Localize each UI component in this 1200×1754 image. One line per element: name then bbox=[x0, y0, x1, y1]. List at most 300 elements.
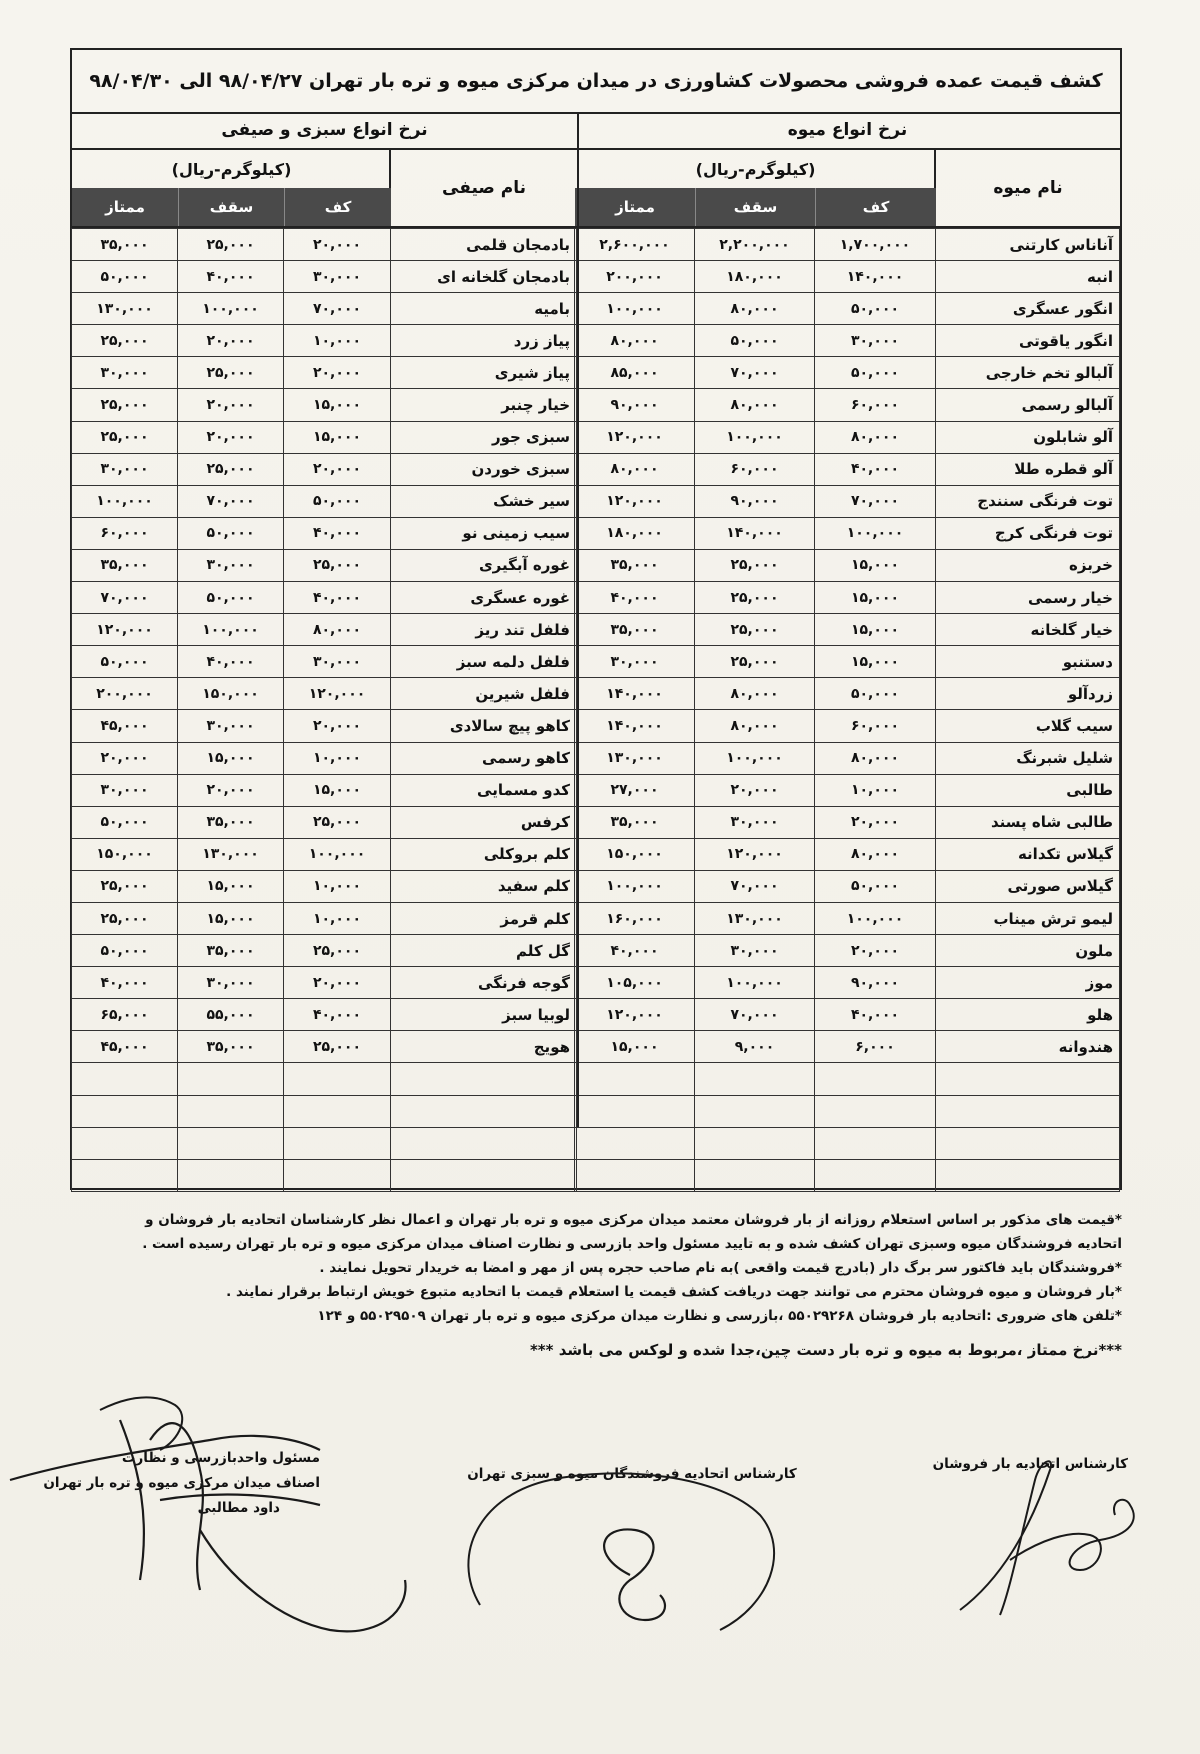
veg-cell-saqf: ۲۵,۰۰۰ bbox=[178, 357, 284, 389]
fruit-cell-saqf: ۱۰۰,۰۰۰ bbox=[695, 742, 815, 774]
note-line: *فروشندگان باید فاکتور سر برگ دار (بادرج قیمت واقعی )به نام صاحب حجره پس از مهر و امضا به خریدار تحویل نمایند . bbox=[319, 1260, 1122, 1276]
veg-cell-name: غوره آبگیری bbox=[391, 549, 577, 581]
veg-cell-name bbox=[391, 1063, 577, 1095]
fruit-cell-kaf: ۱۰,۰۰۰ bbox=[815, 774, 936, 806]
fruit-row bbox=[575, 806, 1120, 838]
veg-row bbox=[72, 357, 577, 389]
fruit-cell-kaf: ۲۰,۰۰۰ bbox=[815, 806, 936, 838]
veg-cell-kaf: ۱۲۰,۰۰۰ bbox=[284, 678, 391, 710]
veg-cell-momtaz: ۲۵,۰۰۰ bbox=[72, 902, 178, 934]
veg-row bbox=[72, 1159, 577, 1191]
fruit-cell-kaf: ۱۵,۰۰۰ bbox=[815, 582, 936, 614]
fruit-cell-kaf: ۳۰,۰۰۰ bbox=[815, 325, 936, 357]
veg-row bbox=[72, 774, 577, 806]
fruit-cell-momtaz: ۱۵۰,۰۰۰ bbox=[575, 838, 695, 870]
veg-cell-momtaz: ۲۰۰,۰۰۰ bbox=[72, 678, 178, 710]
fruit-cell-name: توت فرنگی کرج bbox=[936, 517, 1120, 549]
note-line: *تلفن های ضروری :اتحادیه بار فروشان ۵۵۰۲۹۲۶۸ ،بازرسی و نظارت میدان مرکزی میوه و تره بار تهران ۵۵۰۲۹۵۰۹ و ۱۲۴ bbox=[317, 1308, 1122, 1324]
veg-cell-name: گوجه فرنگی bbox=[391, 967, 577, 999]
fruit-row bbox=[575, 261, 1120, 293]
veg-row bbox=[72, 1095, 577, 1127]
fruit-cell-momtaz: ۲۰۰,۰۰۰ bbox=[575, 261, 695, 293]
veg-cell-kaf: ۱۵,۰۰۰ bbox=[284, 774, 391, 806]
veg-cell-saqf: ۱۵,۰۰۰ bbox=[178, 742, 284, 774]
fruit-cell-saqf: ۶۰,۰۰۰ bbox=[695, 453, 815, 485]
fruit-cell-momtaz: ۳۵,۰۰۰ bbox=[575, 806, 695, 838]
fruit-cell-saqf: ۹,۰۰۰ bbox=[695, 1031, 815, 1063]
fruit-row bbox=[575, 646, 1120, 678]
veg-cell-name: فلفل شیرین bbox=[391, 678, 577, 710]
veg-name-header: نام صیفی bbox=[389, 150, 577, 226]
veg-section-title: نرخ انواع سبزی و صیفی bbox=[72, 112, 577, 150]
fruit-cell-momtaz: ۴۰,۰۰۰ bbox=[575, 582, 695, 614]
fruit-cell-kaf: ۵۰,۰۰۰ bbox=[815, 870, 936, 902]
signature-title: کارشناس اتحادیه فروشندگان میوه و سبزی تهران bbox=[467, 1466, 797, 1482]
veg-row bbox=[72, 261, 577, 293]
veg-cell-momtaz: ۴۵,۰۰۰ bbox=[72, 710, 178, 742]
veg-cell-kaf: ۱۰,۰۰۰ bbox=[284, 742, 391, 774]
handwritten-signature-center bbox=[440, 1455, 800, 1645]
veg-cell-momtaz bbox=[72, 1159, 178, 1191]
veg-cell-momtaz: ۶۵,۰۰۰ bbox=[72, 999, 178, 1031]
veg-cell-saqf: ۲۵,۰۰۰ bbox=[178, 229, 284, 261]
veg-cell-saqf bbox=[178, 1159, 284, 1191]
fruit-row bbox=[575, 549, 1120, 581]
veg-cell-kaf bbox=[284, 1063, 391, 1095]
fruit-cell-name: سیب گلاب bbox=[936, 710, 1120, 742]
fruit-row bbox=[575, 389, 1120, 421]
fruit-row bbox=[575, 935, 1120, 967]
veg-cell-name: سیب زمینی نو bbox=[391, 517, 577, 549]
veg-row bbox=[72, 229, 577, 261]
fruit-row bbox=[575, 870, 1120, 902]
handwritten-signature-right bbox=[940, 1440, 1180, 1630]
fruit-cell-saqf: ۲۵,۰۰۰ bbox=[695, 582, 815, 614]
fruit-cell-kaf bbox=[815, 1127, 936, 1159]
fruit-cell-kaf: ۶۰,۰۰۰ bbox=[815, 710, 936, 742]
fruit-cell-momtaz: ۱۶۰,۰۰۰ bbox=[575, 902, 695, 934]
veg-cell-kaf: ۷۰,۰۰۰ bbox=[284, 293, 391, 325]
veg-cell-momtaz: ۴۵,۰۰۰ bbox=[72, 1031, 178, 1063]
fruit-cell-name: هلو bbox=[936, 999, 1120, 1031]
price-table-frame bbox=[70, 48, 1122, 1190]
veg-row bbox=[72, 293, 577, 325]
veg-cell-saqf: ۱۰۰,۰۰۰ bbox=[178, 293, 284, 325]
fruit-cell-kaf: ۴۰,۰۰۰ bbox=[815, 453, 936, 485]
veg-cell-name bbox=[391, 1095, 577, 1127]
veg-cell-saqf: ۵۵,۰۰۰ bbox=[178, 999, 284, 1031]
veg-cell-name: پیاز شیری bbox=[391, 357, 577, 389]
veg-cell-kaf: ۱۵,۰۰۰ bbox=[284, 389, 391, 421]
fruit-cell-momtaz: ۱۳۰,۰۰۰ bbox=[575, 742, 695, 774]
fruit-row bbox=[575, 774, 1120, 806]
fruit-cell-name: زردآلو bbox=[936, 678, 1120, 710]
notes-block bbox=[82, 1208, 1122, 1362]
fruit-cell-saqf: ۸۰,۰۰۰ bbox=[695, 678, 815, 710]
veg-cell-momtaz: ۱۳۰,۰۰۰ bbox=[72, 293, 178, 325]
fruit-cell-name: لیمو ترش میناب bbox=[936, 902, 1120, 934]
veg-price-columns bbox=[72, 188, 391, 226]
veg-cell-name: فلفل تند ریز bbox=[391, 614, 577, 646]
fruit-cell-name: طالبی شاه پسند bbox=[936, 806, 1120, 838]
veg-cell-momtaz bbox=[72, 1127, 178, 1159]
veg-unit-label: (کیلوگرم-ریال) bbox=[72, 150, 391, 189]
fruit-cell-kaf: ۲۰,۰۰۰ bbox=[815, 935, 936, 967]
fruit-cell-kaf: ۵۰,۰۰۰ bbox=[815, 357, 936, 389]
veg-cell-momtaz: ۴۰,۰۰۰ bbox=[72, 967, 178, 999]
fruit-col-kaf: کف bbox=[815, 188, 936, 226]
fruit-cell-kaf: ۷۰,۰۰۰ bbox=[815, 485, 936, 517]
veg-cell-kaf: ۲۰,۰۰۰ bbox=[284, 710, 391, 742]
fruit-cell-saqf: ۷۰,۰۰۰ bbox=[695, 357, 815, 389]
veg-cell-kaf: ۲۵,۰۰۰ bbox=[284, 1031, 391, 1063]
fruit-cell-momtaz bbox=[575, 1159, 695, 1191]
fruit-cell-saqf: ۱۴۰,۰۰۰ bbox=[695, 517, 815, 549]
veg-cell-kaf: ۱۰,۰۰۰ bbox=[284, 325, 391, 357]
fruit-cell-saqf: ۵۰,۰۰۰ bbox=[695, 325, 815, 357]
fruit-cell-name: شلیل شبرنگ bbox=[936, 742, 1120, 774]
fruit-cell-saqf: ۲۵,۰۰۰ bbox=[695, 646, 815, 678]
veg-row bbox=[72, 1031, 577, 1063]
fruit-cell-kaf: ۱۵,۰۰۰ bbox=[815, 614, 936, 646]
fruit-cell-momtaz: ۹۰,۰۰۰ bbox=[575, 389, 695, 421]
veg-cell-momtaz: ۵۰,۰۰۰ bbox=[72, 935, 178, 967]
veg-cell-saqf: ۳۰,۰۰۰ bbox=[178, 710, 284, 742]
fruit-cell-kaf: ۱۵,۰۰۰ bbox=[815, 549, 936, 581]
fruit-cell-name: طالبی bbox=[936, 774, 1120, 806]
veg-cell-kaf: ۲۰,۰۰۰ bbox=[284, 229, 391, 261]
veg-cell-saqf: ۱۳۰,۰۰۰ bbox=[178, 838, 284, 870]
veg-cell-momtaz: ۳۰,۰۰۰ bbox=[72, 774, 178, 806]
veg-cell-name: بامیه bbox=[391, 293, 577, 325]
veg-col-saqf: سقف bbox=[178, 188, 284, 226]
veg-cell-name: کلم سفید bbox=[391, 870, 577, 902]
fruit-section bbox=[575, 112, 1120, 1192]
fruit-cell-saqf bbox=[695, 1127, 815, 1159]
handwritten-signature-left bbox=[0, 1380, 420, 1640]
veg-cell-name: خیار چنبر bbox=[391, 389, 577, 421]
veg-cell-momtaz: ۳۵,۰۰۰ bbox=[72, 549, 178, 581]
fruit-cell-momtaz: ۱۰۰,۰۰۰ bbox=[575, 293, 695, 325]
fruit-cell-saqf: ۷۰,۰۰۰ bbox=[695, 870, 815, 902]
fruit-cell-kaf: ۸۰,۰۰۰ bbox=[815, 838, 936, 870]
fruit-row bbox=[575, 1095, 1120, 1127]
fruit-cell-saqf: ۱۰۰,۰۰۰ bbox=[695, 967, 815, 999]
veg-cell-name: کاهو رسمی bbox=[391, 742, 577, 774]
fruit-row bbox=[575, 325, 1120, 357]
veg-row bbox=[72, 710, 577, 742]
veg-row bbox=[72, 517, 577, 549]
veg-cell-kaf bbox=[284, 1095, 391, 1127]
fruit-cell-saqf: ۱۰۰,۰۰۰ bbox=[695, 421, 815, 453]
veg-cell-momtaz: ۲۵,۰۰۰ bbox=[72, 325, 178, 357]
fruit-price-columns bbox=[575, 188, 936, 226]
fruit-cell-momtaz: ۳۰,۰۰۰ bbox=[575, 646, 695, 678]
veg-cell-name: بادمجان گلخانه ای bbox=[391, 261, 577, 293]
fruit-cell-saqf: ۷۰,۰۰۰ bbox=[695, 999, 815, 1031]
veg-cell-name: فلفل دلمه سبز bbox=[391, 646, 577, 678]
veg-row bbox=[72, 646, 577, 678]
fruit-table-header bbox=[575, 150, 1120, 228]
veg-row bbox=[72, 614, 577, 646]
fruit-cell-kaf: ۸۰,۰۰۰ bbox=[815, 421, 936, 453]
fruit-cell-saqf: ۸۰,۰۰۰ bbox=[695, 389, 815, 421]
veg-row bbox=[72, 742, 577, 774]
veg-cell-kaf: ۲۰,۰۰۰ bbox=[284, 357, 391, 389]
veg-row bbox=[72, 389, 577, 421]
fruit-cell-kaf bbox=[815, 1063, 936, 1095]
veg-cell-momtaz: ۷۰,۰۰۰ bbox=[72, 582, 178, 614]
fruit-cell-name: خربزه bbox=[936, 549, 1120, 581]
veg-cell-saqf bbox=[178, 1063, 284, 1095]
veg-cell-momtaz: ۵۰,۰۰۰ bbox=[72, 646, 178, 678]
fruit-row bbox=[575, 421, 1120, 453]
veg-cell-saqf: ۳۵,۰۰۰ bbox=[178, 806, 284, 838]
veg-cell-saqf: ۱۵,۰۰۰ bbox=[178, 902, 284, 934]
fruit-row bbox=[575, 678, 1120, 710]
fruit-cell-momtaz: ۲,۶۰۰,۰۰۰ bbox=[575, 229, 695, 261]
fruit-cell-name bbox=[936, 1063, 1120, 1095]
document-title: کشف قیمت عمده فروشی محصولات کشاورزی در میدان مرکزی میوه و تره بار تهران ۹۸/۰۴/۲۷ الی ۹۸/۰۴/۳۰ bbox=[72, 50, 1120, 114]
veg-cell-saqf bbox=[178, 1095, 284, 1127]
fruit-cell-name: انگور عسگری bbox=[936, 293, 1120, 325]
veg-cell-kaf bbox=[284, 1127, 391, 1159]
fruit-cell-saqf: ۸۰,۰۰۰ bbox=[695, 293, 815, 325]
fruit-row bbox=[575, 293, 1120, 325]
fruit-row bbox=[575, 1159, 1120, 1191]
veg-cell-momtaz: ۵۰,۰۰۰ bbox=[72, 261, 178, 293]
veg-cell-momtaz: ۱۰۰,۰۰۰ bbox=[72, 485, 178, 517]
fruit-row bbox=[575, 902, 1120, 934]
fruit-cell-saqf: ۹۰,۰۰۰ bbox=[695, 485, 815, 517]
fruit-row bbox=[575, 838, 1120, 870]
veg-cell-name: بادمجان قلمی bbox=[391, 229, 577, 261]
veg-cell-momtaz: ۲۰,۰۰۰ bbox=[72, 742, 178, 774]
fruit-cell-momtaz: ۱۸۰,۰۰۰ bbox=[575, 517, 695, 549]
fruit-row bbox=[575, 517, 1120, 549]
veg-cell-momtaz: ۲۵,۰۰۰ bbox=[72, 870, 178, 902]
veg-cell-saqf: ۳۵,۰۰۰ bbox=[178, 935, 284, 967]
veg-cell-name: کلم قرمز bbox=[391, 902, 577, 934]
fruit-row bbox=[575, 1127, 1120, 1159]
fruit-cell-kaf: ۱۴۰,۰۰۰ bbox=[815, 261, 936, 293]
fruit-cell-name: خیار گلخانه bbox=[936, 614, 1120, 646]
fruit-col-momtaz: ممتاز bbox=[575, 188, 695, 226]
veg-row bbox=[72, 806, 577, 838]
fruit-row bbox=[575, 1031, 1120, 1063]
veg-row bbox=[72, 1127, 577, 1159]
veg-cell-momtaz bbox=[72, 1095, 178, 1127]
veg-row bbox=[72, 678, 577, 710]
fruit-cell-momtaz bbox=[575, 1127, 695, 1159]
fruit-col-saqf: سقف bbox=[695, 188, 815, 226]
fruit-cell-saqf: ۱۳۰,۰۰۰ bbox=[695, 902, 815, 934]
veg-cell-momtaz: ۶۰,۰۰۰ bbox=[72, 517, 178, 549]
note-line: *بار فروشان و میوه فروشان محترم می توانند جهت دریافت کشف قیمت یا استعلام قیمت با اتحادیه متبوع خویش ارتباط برقرار نمایند . bbox=[226, 1284, 1122, 1300]
fruit-unit-label: (کیلوگرم-ریال) bbox=[575, 150, 936, 189]
fruit-cell-momtaz: ۸۵,۰۰۰ bbox=[575, 357, 695, 389]
veg-cell-saqf bbox=[178, 1127, 284, 1159]
fruit-cell-name: گیلاس صورتی bbox=[936, 870, 1120, 902]
veg-cell-name: سیر خشک bbox=[391, 485, 577, 517]
veg-row bbox=[72, 549, 577, 581]
fruit-cell-name: آناناس کارتنی bbox=[936, 229, 1120, 261]
veg-cell-kaf: ۳۰,۰۰۰ bbox=[284, 646, 391, 678]
veg-cell-kaf: ۲۰,۰۰۰ bbox=[284, 453, 391, 485]
fruit-row bbox=[575, 614, 1120, 646]
veg-cell-name: گل کلم bbox=[391, 935, 577, 967]
fruit-cell-kaf: ۵۰,۰۰۰ bbox=[815, 678, 936, 710]
veg-cell-momtaz: ۲۵,۰۰۰ bbox=[72, 389, 178, 421]
fruit-cell-momtaz: ۳۵,۰۰۰ bbox=[575, 549, 695, 581]
fruit-cell-saqf: ۳۰,۰۰۰ bbox=[695, 806, 815, 838]
fruit-row bbox=[575, 485, 1120, 517]
fruit-row bbox=[575, 453, 1120, 485]
veg-row bbox=[72, 582, 577, 614]
fruit-cell-momtaz: ۳۵,۰۰۰ bbox=[575, 614, 695, 646]
note-line: اتحادیه فروشندگان میوه وسبزی تهران کشف شده و به تایید مسئول واحد بازرسی و نظارت اصناف میدان مرکزی میوه و تره بار تهران رسیده است . bbox=[142, 1236, 1122, 1252]
veg-cell-saqf: ۱۵۰,۰۰۰ bbox=[178, 678, 284, 710]
veg-cell-saqf: ۳۰,۰۰۰ bbox=[178, 967, 284, 999]
fruit-row bbox=[575, 999, 1120, 1031]
fruit-cell-kaf: ۶,۰۰۰ bbox=[815, 1031, 936, 1063]
fruit-cell-name: آلو قطره طلا bbox=[936, 453, 1120, 485]
veg-cell-momtaz: ۳۵,۰۰۰ bbox=[72, 229, 178, 261]
fruit-cell-momtaz: ۱۴۰,۰۰۰ bbox=[575, 710, 695, 742]
fruit-cell-saqf: ۲۵,۰۰۰ bbox=[695, 614, 815, 646]
veg-cell-saqf: ۵۰,۰۰۰ bbox=[178, 517, 284, 549]
fruit-cell-saqf: ۲,۲۰۰,۰۰۰ bbox=[695, 229, 815, 261]
fruit-cell-name: گیلاس تکدانه bbox=[936, 838, 1120, 870]
veg-cell-kaf: ۸۰,۰۰۰ bbox=[284, 614, 391, 646]
veg-cell-saqf: ۱۰۰,۰۰۰ bbox=[178, 614, 284, 646]
veg-cell-saqf: ۵۰,۰۰۰ bbox=[178, 582, 284, 614]
veg-cell-momtaz: ۱۲۰,۰۰۰ bbox=[72, 614, 178, 646]
fruit-name-header: نام میوه bbox=[934, 150, 1120, 226]
fruit-cell-kaf: ۱۰۰,۰۰۰ bbox=[815, 902, 936, 934]
fruit-cell-name: دستنبو bbox=[936, 646, 1120, 678]
fruit-cell-kaf: ۸۰,۰۰۰ bbox=[815, 742, 936, 774]
veg-cell-saqf: ۲۰,۰۰۰ bbox=[178, 421, 284, 453]
veg-cell-kaf: ۴۰,۰۰۰ bbox=[284, 517, 391, 549]
veg-cell-name: پیاز زرد bbox=[391, 325, 577, 357]
fruit-cell-name bbox=[936, 1127, 1120, 1159]
veg-cell-saqf: ۷۰,۰۰۰ bbox=[178, 485, 284, 517]
fruit-row bbox=[575, 1063, 1120, 1095]
fruit-cell-momtaz: ۱۴۰,۰۰۰ bbox=[575, 678, 695, 710]
fruit-cell-saqf bbox=[695, 1095, 815, 1127]
fruit-cell-kaf bbox=[815, 1095, 936, 1127]
fruit-cell-name: خیار رسمی bbox=[936, 582, 1120, 614]
footnote: ***نرخ ممتاز ،مربوط به میوه و تره بار دست چین،جدا شده و لوکس می باشد *** bbox=[529, 1341, 1122, 1359]
fruit-cell-saqf: ۱۲۰,۰۰۰ bbox=[695, 838, 815, 870]
veg-cell-name: غوره عسگری bbox=[391, 582, 577, 614]
fruit-price-table bbox=[574, 228, 1120, 1192]
fruit-cell-name: آلبالو رسمی bbox=[936, 389, 1120, 421]
veg-cell-name: سبزی خوردن bbox=[391, 453, 577, 485]
fruit-cell-momtaz bbox=[575, 1095, 695, 1127]
veg-cell-saqf: ۲۰,۰۰۰ bbox=[178, 774, 284, 806]
fruit-cell-name: آلبالو تخم خارجی bbox=[936, 357, 1120, 389]
fruit-cell-name: انگور یاقوتی bbox=[936, 325, 1120, 357]
veg-cell-name: سبزی جور bbox=[391, 421, 577, 453]
veg-row bbox=[72, 421, 577, 453]
signature-title: اصناف میدان مرکزی میوه و تره بار تهران bbox=[43, 1475, 320, 1491]
signature-title: کارشناس اتحادیه بار فروشان bbox=[932, 1456, 1128, 1472]
fruit-cell-momtaz: ۱۲۰,۰۰۰ bbox=[575, 485, 695, 517]
veg-cell-name: کلم بروکلی bbox=[391, 838, 577, 870]
veg-cell-momtaz bbox=[72, 1063, 178, 1095]
fruit-cell-name: توت فرنگی سنندج bbox=[936, 485, 1120, 517]
fruit-cell-saqf: ۸۰,۰۰۰ bbox=[695, 710, 815, 742]
veg-price-table bbox=[71, 228, 577, 1192]
fruit-row bbox=[575, 710, 1120, 742]
fruit-cell-saqf: ۲۰,۰۰۰ bbox=[695, 774, 815, 806]
veg-cell-saqf: ۱۵,۰۰۰ bbox=[178, 870, 284, 902]
fruit-cell-saqf: ۳۰,۰۰۰ bbox=[695, 935, 815, 967]
fruit-cell-momtaz: ۱۰۰,۰۰۰ bbox=[575, 870, 695, 902]
veg-cell-kaf: ۲۵,۰۰۰ bbox=[284, 935, 391, 967]
veg-cell-kaf: ۲۵,۰۰۰ bbox=[284, 549, 391, 581]
veg-cell-saqf: ۳۰,۰۰۰ bbox=[178, 549, 284, 581]
fruit-cell-kaf: ۱,۷۰۰,۰۰۰ bbox=[815, 229, 936, 261]
veg-col-kaf: کف bbox=[284, 188, 391, 226]
veg-col-momtaz: ممتاز bbox=[72, 188, 178, 226]
veg-row bbox=[72, 838, 577, 870]
veg-cell-saqf: ۳۵,۰۰۰ bbox=[178, 1031, 284, 1063]
fruit-section-title: نرخ انواع میوه bbox=[575, 112, 1120, 150]
veg-row bbox=[72, 485, 577, 517]
veg-cell-name: لوبیا سبز bbox=[391, 999, 577, 1031]
fruit-cell-name: ملون bbox=[936, 935, 1120, 967]
fruit-cell-momtaz: ۱۲۰,۰۰۰ bbox=[575, 999, 695, 1031]
veg-row bbox=[72, 902, 577, 934]
fruit-cell-momtaz: ۸۰,۰۰۰ bbox=[575, 453, 695, 485]
fruit-cell-name: موز bbox=[936, 967, 1120, 999]
veg-row bbox=[72, 967, 577, 999]
veg-cell-momtaz: ۲۵,۰۰۰ bbox=[72, 421, 178, 453]
veg-row bbox=[72, 325, 577, 357]
fruit-cell-saqf: ۲۵,۰۰۰ bbox=[695, 549, 815, 581]
fruit-row bbox=[575, 742, 1120, 774]
fruit-cell-momtaz: ۱۲۰,۰۰۰ bbox=[575, 421, 695, 453]
fruit-cell-kaf: ۱۵,۰۰۰ bbox=[815, 646, 936, 678]
veg-row bbox=[72, 935, 577, 967]
veg-cell-momtaz: ۵۰,۰۰۰ bbox=[72, 806, 178, 838]
fruit-cell-kaf: ۹۰,۰۰۰ bbox=[815, 967, 936, 999]
veg-row bbox=[72, 453, 577, 485]
signature-title: مسئول واحدبازرسی و نظارت bbox=[121, 1450, 320, 1466]
veg-row bbox=[72, 999, 577, 1031]
veg-cell-kaf: ۱۵,۰۰۰ bbox=[284, 421, 391, 453]
fruit-cell-momtaz: ۲۷,۰۰۰ bbox=[575, 774, 695, 806]
fruit-row bbox=[575, 582, 1120, 614]
fruit-cell-kaf: ۱۰۰,۰۰۰ bbox=[815, 517, 936, 549]
veg-cell-name: کدو مسمایی bbox=[391, 774, 577, 806]
fruit-cell-name: انبه bbox=[936, 261, 1120, 293]
veg-cell-saqf: ۲۰,۰۰۰ bbox=[178, 325, 284, 357]
fruit-cell-kaf: ۶۰,۰۰۰ bbox=[815, 389, 936, 421]
fruit-cell-name bbox=[936, 1095, 1120, 1127]
veg-cell-saqf: ۲۰,۰۰۰ bbox=[178, 389, 284, 421]
veg-cell-kaf: ۱۰,۰۰۰ bbox=[284, 870, 391, 902]
fruit-cell-kaf bbox=[815, 1159, 936, 1191]
veg-row bbox=[72, 1063, 577, 1095]
veg-cell-kaf: ۲۰,۰۰۰ bbox=[284, 967, 391, 999]
fruit-cell-saqf: ۱۸۰,۰۰۰ bbox=[695, 261, 815, 293]
veg-row bbox=[72, 870, 577, 902]
fruit-cell-saqf bbox=[695, 1063, 815, 1095]
